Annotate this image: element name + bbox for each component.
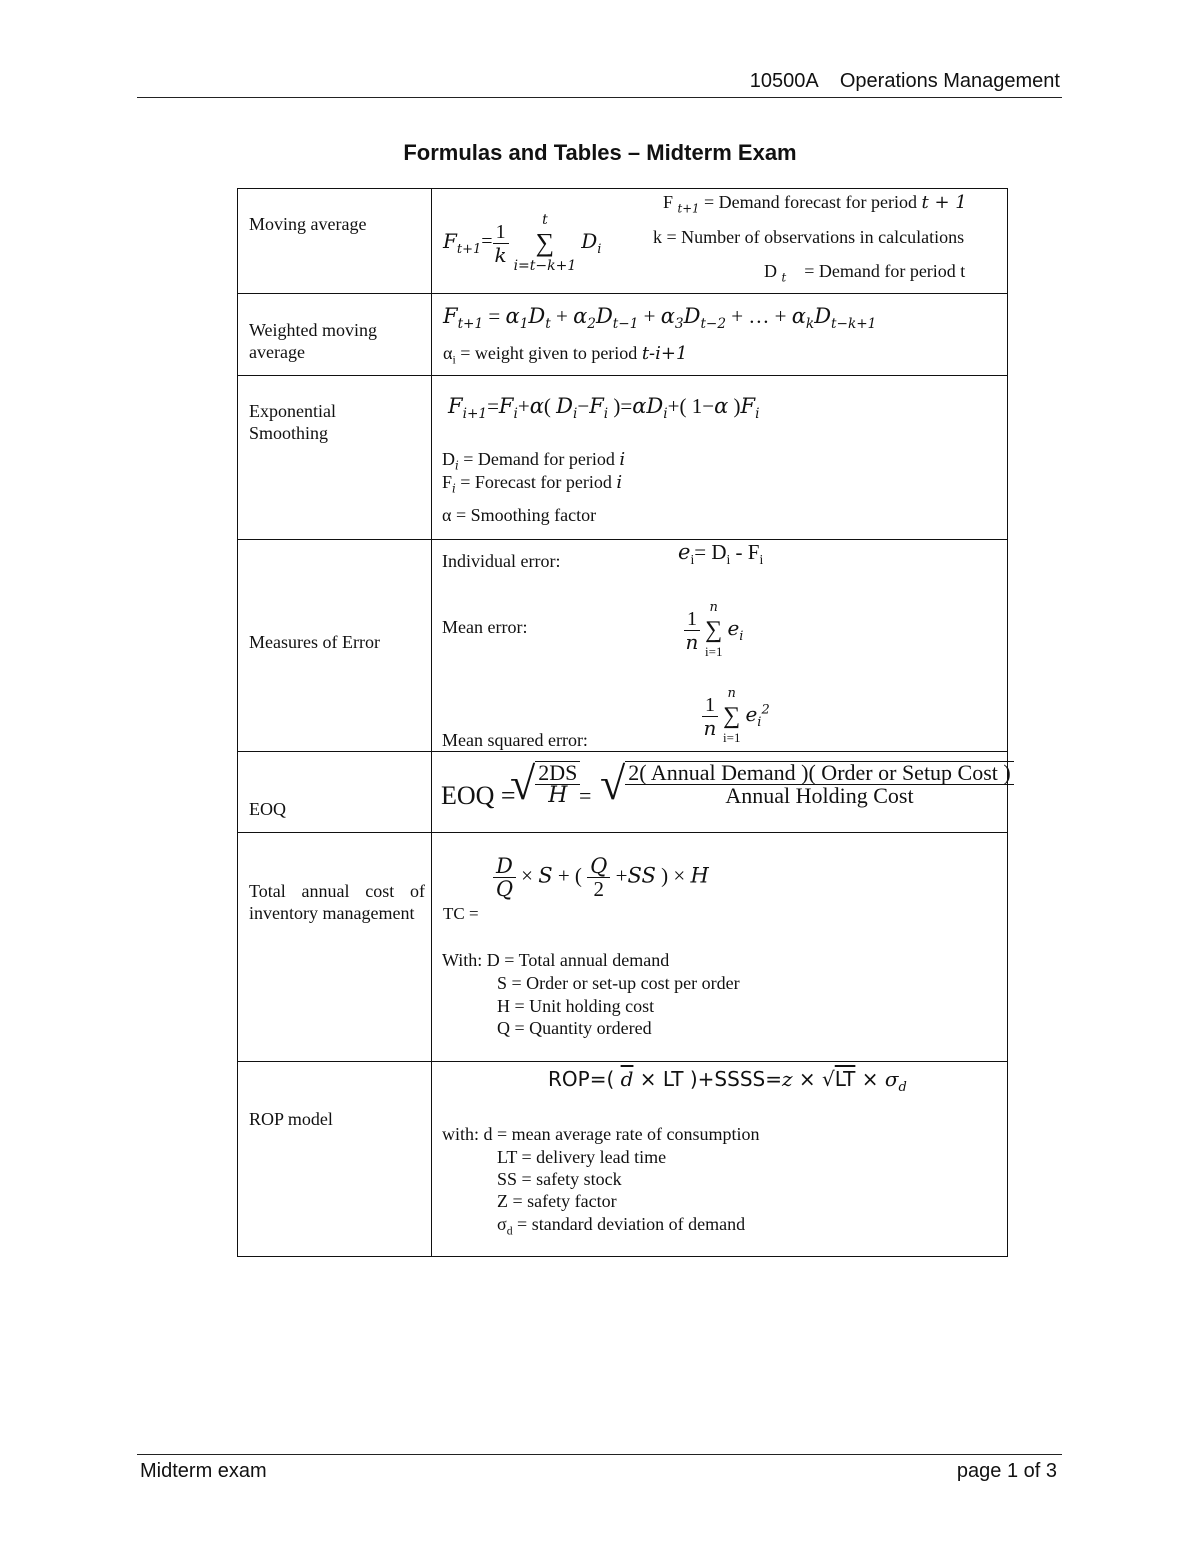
column-divider <box>431 189 432 1256</box>
tc-formula: $\frac{D}{Q}$ × S + ( $\frac{Q}{2}$ +SS ) × H <box>493 855 709 900</box>
moving-average-formula: $F_{t+1}=$ $\frac{1}{k}$ t ∑ i=t−k+1 $D_i$ <box>443 212 602 274</box>
exponential-formula: $F_{i+1}=F_i+\alpha$( $D_i-F_i$ )$=\alpha D_i+$( 1−α )$F_i$ <box>448 394 760 423</box>
row-label-error: Measures of Error <box>249 632 380 652</box>
moving-average-def-forecast: F $_{t+1}$ = Demand forecast for period t + 1 <box>663 192 967 216</box>
row-label-moving-average: Moving average <box>249 214 367 234</box>
tc-def-s: S = Order or set-up cost per order <box>497 973 740 993</box>
tc-def-d: With: D = Total annual demand <box>442 950 670 970</box>
rop-formula: ROP=( $\overline{d}$ × LT )+SSSS=z × $√LT \times \sigma_d$ <box>548 1067 907 1095</box>
formula-table <box>237 188 1011 1257</box>
weighted-formula: $F_{t+1} = \alpha_1D_t + \alpha_2D_{t-1} + \alpha_3D_{t-2}$ + … + $\alpha_kD_{t-k+1}$ <box>443 304 877 333</box>
rop-def-d: with: d = mean average rate of consumption <box>442 1124 760 1144</box>
tc-lhs: TC = <box>443 904 479 923</box>
row-divider <box>238 293 1007 294</box>
weighted-def: $\alpha_i$ = weight given to period t-i+1 <box>443 343 688 367</box>
row-label-exponential: Exponential Smoothing <box>249 401 336 443</box>
row-label-weighted: Weighted moving average <box>249 320 378 362</box>
page-title: Formulas and Tables – Midterm Exam <box>403 140 797 165</box>
individual-error-label: Individual error: <box>442 551 561 571</box>
mse-formula: $\frac{1}{n}$ n ∑ i=1 $e_i^2$ <box>703 686 770 745</box>
exponential-def-forecast: $F_i$ = Forecast for period i <box>442 472 623 496</box>
moving-average-def-demand: D $_t$ = Demand for period t <box>764 261 966 285</box>
mean-error-label: Mean error: <box>442 617 528 637</box>
row-divider <box>238 751 1007 752</box>
rop-def-z: Z = safety factor <box>497 1191 617 1211</box>
row-label-rop: ROP model <box>249 1109 333 1129</box>
row-divider <box>238 1061 1007 1062</box>
row-label-eoq: EOQ <box>249 799 286 819</box>
row-divider <box>238 832 1007 833</box>
rop-def-sd: $\sigma_d$ = standard deviation of demand <box>497 1214 746 1238</box>
header-divider <box>137 97 1062 98</box>
exponential-def-demand: $D_i$ = Demand for period i <box>442 449 626 473</box>
eoq-formula-short: √ $\frac{2DS}{H}$ <box>510 761 580 807</box>
eoq-lhs: EOQ = <box>441 781 516 810</box>
eoq-numerator: 2( Annual Demand )( Order or Setup Cost ) <box>625 762 1013 785</box>
footer-divider <box>137 1454 1062 1455</box>
footer-left: Midterm exam <box>140 1460 267 1482</box>
eoq-denominator: Annual Holding Cost <box>725 783 914 808</box>
exponential-def-alpha: α = Smoothing factor <box>442 505 597 525</box>
course-header: 10500A Operations Management <box>749 70 1060 92</box>
mean-error-formula: $\frac{1}{n}$ n ∑ i=1 $e_i$ <box>685 600 744 659</box>
page-number: page 1 of 3 <box>956 1460 1057 1482</box>
mse-label: Mean squared error: <box>442 730 588 750</box>
rop-def-ss: SS = safety stock <box>497 1169 622 1189</box>
tc-def-h: H = Unit holding cost <box>497 996 655 1016</box>
individual-error-formula: $e_i= D_i - F_i$ <box>678 540 764 568</box>
eoq-formula-long: √ $\frac{\text{2( Annual Demand )( Order or Setup Cost )}}{\text{Annual Holding Cost}}$ <box>600 761 1014 807</box>
moving-average-def-k: k = Number of observations in calculations <box>653 227 965 247</box>
tc-def-q: Q = Quantity ordered <box>497 1018 652 1038</box>
row-label-total-cost: Total annual cost of inventory management <box>249 881 425 923</box>
rop-def-lt: LT = delivery lead time <box>497 1147 667 1167</box>
row-divider <box>238 375 1007 376</box>
row-divider <box>238 539 1007 540</box>
eoq-equals: = <box>579 783 592 808</box>
